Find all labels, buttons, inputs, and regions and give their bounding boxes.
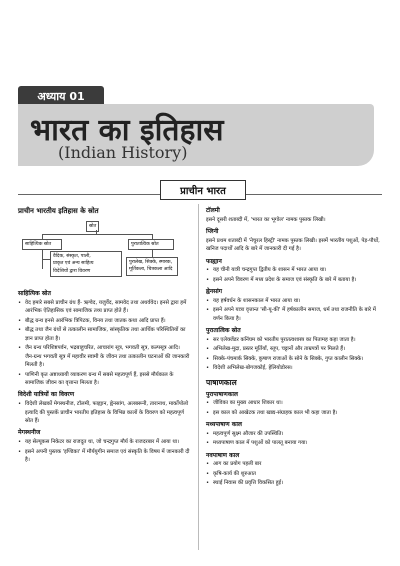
list-item: • जैन ग्रन्थ परिशिष्टपर्वन, भद्रबाहुचरित, आचारांग सूत्र, भगवती सूत्र, कल्पसूत्र आदि। जैन-ग्रन्थ भगवती सूत्र में महावीर स्वामी के जीवन तथा तत्कालीन घटनाओं की जानकारी मिलती है। (18, 344, 190, 369)
paleolithic-list (206, 399, 384, 417)
left-column (18, 206, 190, 465)
list-item: • अभिलेख-मुद्रा, प्रस्तर मूर्तियाँ, स्तूप, चट्टानों और ताम्रपत्रों पर मिलते हैं। (206, 345, 384, 353)
diagram-connector (42, 259, 50, 260)
right-column (206, 206, 384, 489)
ptolemy-heading: टॉलमी (206, 207, 220, 214)
literary-sources-heading: साहित्यिक स्रोत (18, 290, 51, 298)
mesolithic-heading: मध्यपाषाण काल (206, 421, 242, 429)
list-item: • कृषि-कार्य की शुरुआत (206, 470, 384, 478)
archaeological-sources-list (206, 336, 384, 373)
list-item: • यह हर्षवर्धन के शासनकाल में भारत आया था। (206, 297, 384, 305)
list-item: • सिक्के-पंचमार्क सिक्के, कुषाण राजाओं के सोने के सिक्के, गुप्त कालीन सिक्के। (206, 355, 384, 363)
foreign-travellers-list (18, 400, 190, 425)
diagram-connector (42, 234, 152, 235)
fahien-list (206, 266, 384, 284)
mesolithic-list (206, 430, 384, 448)
megasthenes-list (18, 438, 190, 464)
diagram-literary-items (50, 251, 122, 277)
ptolemy-text: इसने दूसरी शताब्दी में, 'भारत का भूगोल' नामक पुस्तक लिखी। (206, 216, 326, 223)
list-item: • बौद्ध ग्रन्थ इनसे आरंभिक त्रिपिटक, विनय तथा जातक कथा आदि प्राप्त हैं। (18, 317, 190, 325)
paleolithic-heading: पुरापाषाणकाल (206, 390, 238, 398)
list-item: • पाणिनी कृत अष्टाध्यायी व्याकरण ग्रन्थ में सबसे महत्वपूर्ण हैं, इससे मौर्यकाल के सामाजिक जीवन का वृत्तान्त मिलता है। (18, 371, 190, 388)
list-item: • बौद्ध तथा जैन ग्रंथों से तत्कालीन सामाजिक, सांस्कृतिक तथा आर्थिक परिस्थितियों का ज्ञान प्राप्त होता है। (18, 326, 190, 343)
diagram-root: स्रोत (86, 221, 99, 232)
list-item: • इस काल को आखेटक तथा खाद्य-संग्राहक काल भी कहा जाता है। (206, 409, 384, 417)
hiuen-tsang-heading: ह्वेनसांग (206, 288, 223, 296)
neolithic-list (206, 460, 384, 487)
pliny-heading: प्लिनी (206, 228, 219, 236)
list-item: • महत्वपूर्ण सूक्ष्म औजार की उपस्थिति। (206, 430, 384, 438)
archaeological-sources-heading: पुरातात्विक स्रोत (206, 327, 241, 335)
literary-sources-list (18, 299, 190, 388)
list-item: • सर एलेक्जेंडर कनिंघम को भारतीय पुरातत्वशास्त्र का पितामह कहा जाता है। (206, 336, 384, 344)
stone-age-heading: पाषाणकाल (206, 377, 237, 387)
list-item: • वेद हमारे सबसे प्राचीन ग्रंथ हैं- ऋग्वेद, यजुर्वेद, सामवेद तथा अथर्ववेद। इनसे द्वारा हमें आरंभिक ऐतिहासिक एवं सामाजिक तथ्य प्राप्त होते हैं। (18, 299, 190, 316)
pliny-text: इसने प्रथम शताब्दी में 'नेचुरल हिस्ट्री' नामक पुस्तक लिखी। इसमें भारतीय पशुओं, पेड़-पौधों, खनिज पदार्थों आदि के बारे में जानकारी दी गई है। (206, 237, 380, 253)
sources-heading: प्राचीन भारतीय इतिहास के स्रोत (18, 207, 99, 215)
fahien-heading: फाह्यान (206, 257, 222, 265)
list-item: • इसने अपने यात्रा वृत्तान्त 'सी-यू-की' में हर्षकालीन समाज, धर्म तथा राजनीति के बारे में वर्णन किया है। (206, 306, 384, 323)
list-item: • स्थाई निवास की प्रवृत्ति विकसित हुई। (206, 479, 384, 487)
diagram-archaeological-items (126, 257, 178, 275)
section-title: प्राचीन भारत (160, 180, 246, 200)
list-item: • यह चीनी यात्री चन्द्रगुप्त द्वितीय के शासन में भारत आया था। (206, 266, 384, 274)
hiuen-tsang-list (206, 297, 384, 323)
diagram-archaeological-node: पुरातात्विक स्रोत (128, 239, 174, 250)
diagram-literary-node: साहित्यिक स्रोत (22, 239, 62, 250)
column-divider (198, 204, 199, 550)
neolithic-heading: नवपाषाण काल (206, 451, 240, 459)
diagram-literary-item: विदेशियों द्वारा विवरण (53, 268, 91, 274)
list-item: • विदेशी अभिलेख-बोगजकोई, हेलियोडोरस। (206, 364, 384, 372)
list-item: • जीविका का मुख्य आधार शिकार था। (206, 399, 384, 407)
list-item: • मध्यपाषाण काल में पशुओं को पालतू बनाया गया। (206, 439, 384, 447)
diagram-literary-item: वैदिक, संस्कृत, पाली, (53, 254, 91, 260)
list-item: • इसने अपनी पुस्तक 'इण्डिका' में मौर्ययुगीन समाज एवं संस्कृति के विषय में जानकारी दी है। (18, 448, 190, 465)
chapter-title-english: (Indian History) (58, 143, 188, 162)
diagram-literary-item: प्राकृत एवं अन्य साहित्य (53, 261, 94, 267)
list-item: • इसने अपने विवरण में मध्य प्रदेश के समाज एवं संस्कृति के बारे में बताया है। (206, 276, 384, 284)
list-item: • आग का प्रयोग पहली बार (206, 460, 384, 468)
diagram-connector (152, 249, 153, 257)
list-item: • यह सेल्यूकस निकेटर का राजदूत था, जो चन्द्रगुप्त मौर्य के राजदरबार में आया था। (18, 438, 190, 446)
chapter-number-tab: अध्याय 01 (18, 86, 104, 106)
diagram-archaeological-item: पुरालेख, सिक्के, स्मारक, (129, 260, 173, 266)
chapter-title-hindi: भारत का इतिहास (30, 113, 224, 148)
sources-diagram (18, 221, 178, 283)
list-item: • विदेशी लेखकों मेगस्थनीज, टॉलमी, फाह्यान, ह्वेनसांग, अलबरूनी, तारानाथ, मार्कोपोलो इत्यादि की पुस्तकें प्राचीन भारतीय इतिहास के विभिन्न कालों के विवरण को महत्वपूर्ण स्रोत हैं। (18, 400, 190, 425)
foreign-travellers-heading: विदेशी यात्रियों का विवरण (18, 391, 75, 399)
diagram-archaeological-item: मूर्तिकला, चित्रकला आदि (129, 267, 173, 273)
megasthenes-heading: मेगस्थनीज (18, 429, 41, 437)
